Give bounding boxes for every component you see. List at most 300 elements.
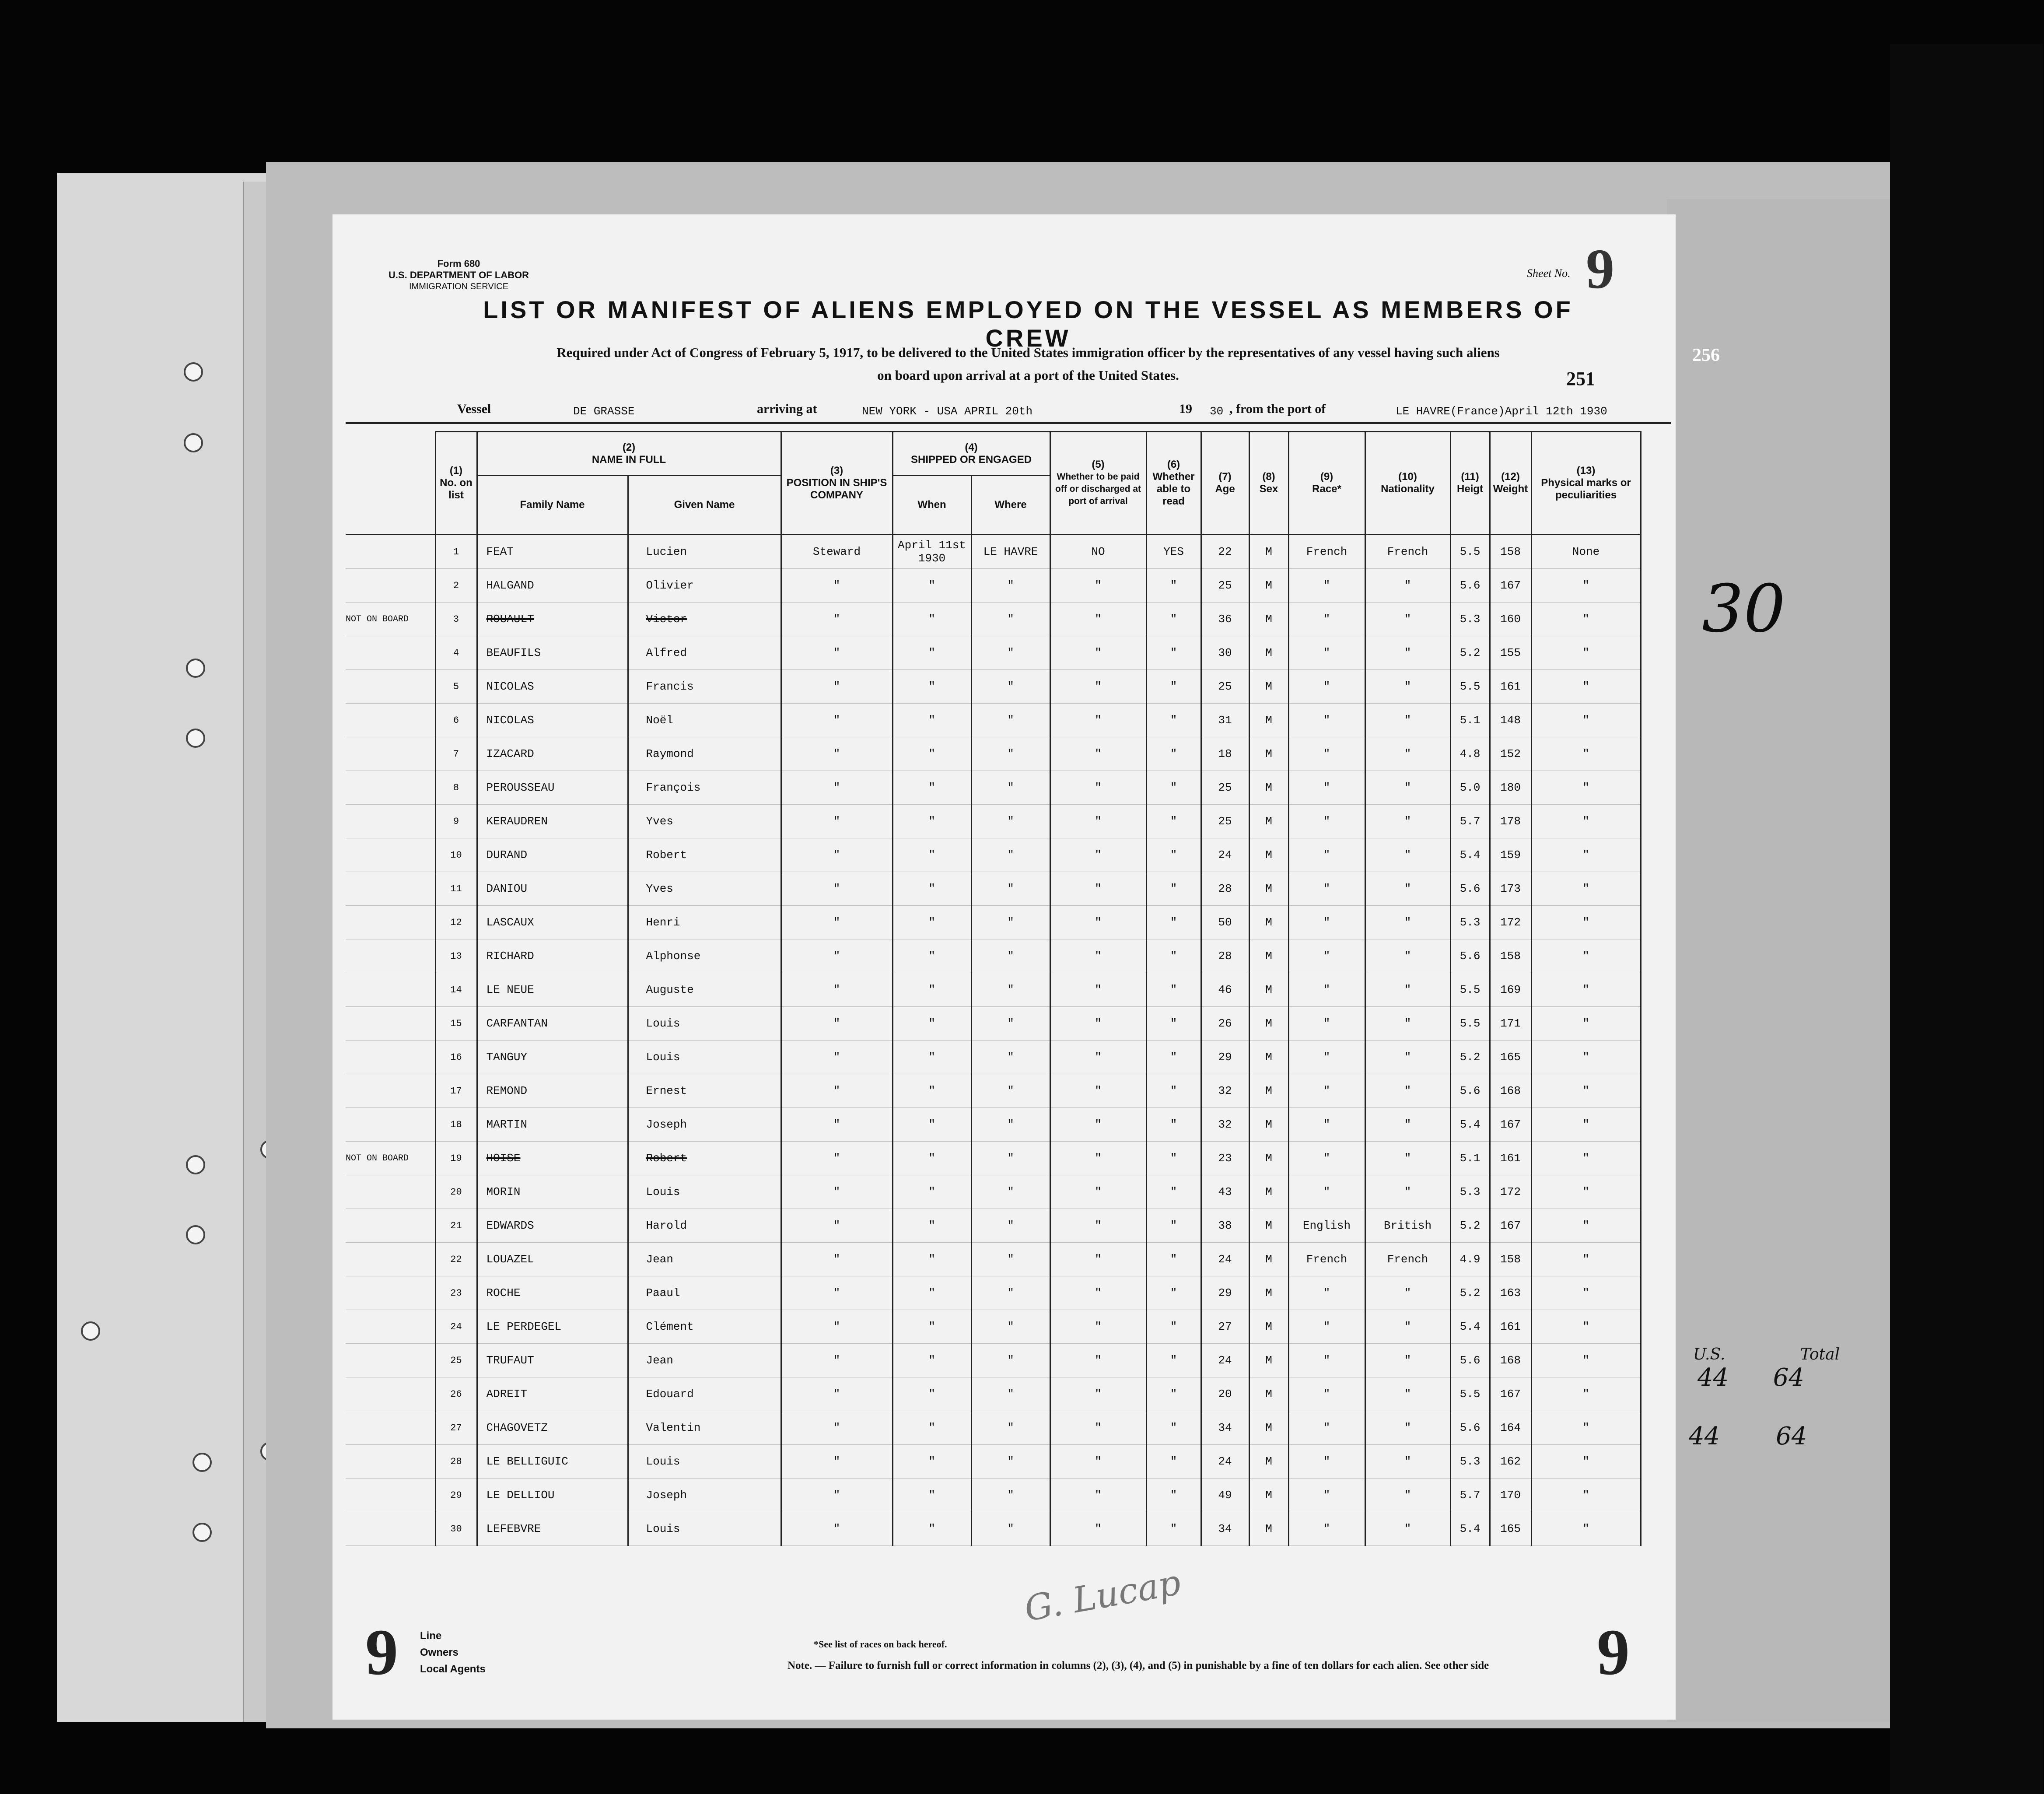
- position-cell: ": [781, 1445, 892, 1479]
- col-age: [1201, 432, 1249, 535]
- height-cell: 5.6: [1450, 1344, 1490, 1377]
- sex-cell: M: [1249, 1041, 1288, 1074]
- paid-off-cell: ": [1050, 838, 1146, 872]
- race-cell: ": [1288, 636, 1365, 670]
- given-name-cell: Louis: [628, 1041, 781, 1074]
- family-name-cell: TANGUY: [477, 1041, 628, 1074]
- given-name-cell: Joseph: [628, 1108, 781, 1142]
- given-name-cell: Louis: [628, 1007, 781, 1041]
- shipped-where-cell: ": [971, 1310, 1050, 1344]
- given-name-cell: Harold: [628, 1209, 781, 1243]
- weight-cell: 162: [1490, 1445, 1531, 1479]
- race-cell: ": [1288, 1108, 1365, 1142]
- table-row: [346, 973, 1641, 1007]
- shipped-where-cell: ": [971, 1377, 1050, 1411]
- side-note-cell: [346, 535, 435, 569]
- table-row: [346, 1512, 1641, 1546]
- age-cell: 34: [1201, 1411, 1249, 1445]
- height-cell: 5.2: [1450, 636, 1490, 670]
- shipped-when-cell: ": [892, 1175, 971, 1209]
- shipped-when-cell: ": [892, 1108, 971, 1142]
- paid-off-cell: ": [1050, 1377, 1146, 1411]
- physical-marks-cell: ": [1531, 1142, 1641, 1175]
- given-name-cell: Edouard: [628, 1377, 781, 1411]
- weight-cell: 168: [1490, 1074, 1531, 1108]
- race-cell: ": [1288, 1377, 1365, 1411]
- binder-hole: [81, 1321, 100, 1341]
- shipped-when-cell: ": [892, 1007, 971, 1041]
- weight-cell: 172: [1490, 1175, 1531, 1209]
- physical-marks-cell: ": [1531, 939, 1641, 973]
- race-cell: ": [1288, 838, 1365, 872]
- row-number-cell: 6: [435, 704, 477, 737]
- race-cell: ": [1288, 704, 1365, 737]
- able-to-read-cell: ": [1146, 1041, 1201, 1074]
- shipped-when-cell: ": [892, 636, 971, 670]
- col-race: [1288, 432, 1365, 535]
- col-shipped-engaged: [892, 432, 1050, 476]
- nationality-cell: ": [1365, 1175, 1450, 1209]
- position-cell: ": [781, 906, 892, 939]
- given-name-cell: Auguste: [628, 973, 781, 1007]
- table-row: [346, 636, 1641, 670]
- nationality-cell: ": [1365, 1276, 1450, 1310]
- given-name-cell: Louis: [628, 1512, 781, 1546]
- weight-cell: 164: [1490, 1411, 1531, 1445]
- position-cell: ": [781, 569, 892, 603]
- side-note-cell: [346, 973, 435, 1007]
- sex-cell: M: [1249, 1108, 1288, 1142]
- weight-cell: 161: [1490, 670, 1531, 704]
- age-cell: 34: [1201, 1512, 1249, 1546]
- paid-off-cell: ": [1050, 906, 1146, 939]
- nationality-cell: ": [1365, 1310, 1450, 1344]
- age-cell: 28: [1201, 872, 1249, 906]
- race-cell: ": [1288, 939, 1365, 973]
- side-note-cell: [346, 1007, 435, 1041]
- position-cell: ": [781, 670, 892, 704]
- position-cell: ": [781, 872, 892, 906]
- family-name-cell: TRUFAUT: [477, 1344, 628, 1377]
- sheet-number: 9: [1586, 238, 1614, 301]
- binder-background: [57, 173, 267, 1722]
- row-number-cell: 15: [435, 1007, 477, 1041]
- age-cell: 18: [1201, 737, 1249, 771]
- race-cell: ": [1288, 906, 1365, 939]
- nationality-cell: French: [1365, 535, 1450, 569]
- binder-hole: [186, 1225, 205, 1244]
- col-8-label: Sex: [1259, 483, 1278, 495]
- race-cell: ": [1288, 805, 1365, 838]
- side-note-cell: [346, 1512, 435, 1546]
- table-row: [346, 805, 1641, 838]
- able-to-read-cell: ": [1146, 1276, 1201, 1310]
- side-note-cell: [346, 1377, 435, 1411]
- paid-off-cell: ": [1050, 1041, 1146, 1074]
- col-name-in-full: [477, 432, 781, 476]
- shipped-where-cell: ": [971, 906, 1050, 939]
- col-9-index: (9): [1320, 471, 1334, 483]
- shipped-when-cell: ": [892, 973, 971, 1007]
- shipped-where-cell: ": [971, 1209, 1050, 1243]
- shipped-when-cell: ": [892, 1445, 971, 1479]
- age-cell: 25: [1201, 569, 1249, 603]
- family-name-cell: LE NEUE: [477, 973, 628, 1007]
- shipped-when-cell: ": [892, 603, 971, 636]
- able-to-read-cell: ": [1146, 1377, 1201, 1411]
- shipped-when-cell: ": [892, 939, 971, 973]
- page-title: LIST OR MANIFEST OF ALIENS EMPLOYED ON THE VESSEL AS MEMBERS OF CREW: [483, 296, 1573, 352]
- nationality-cell: ": [1365, 670, 1450, 704]
- shipped-where-cell: ": [971, 838, 1050, 872]
- paid-off-cell: ": [1050, 670, 1146, 704]
- shipped-when-cell: ": [892, 1276, 971, 1310]
- physical-marks-cell: ": [1531, 1007, 1641, 1041]
- position-cell: ": [781, 1074, 892, 1108]
- col-3-label: POSITION IN SHIP'S COMPANY: [786, 477, 887, 501]
- family-name-cell: IZACARD: [477, 737, 628, 771]
- table-row: [346, 1243, 1641, 1276]
- weight-cell: 170: [1490, 1479, 1531, 1512]
- weight-cell: 158: [1490, 1243, 1531, 1276]
- row-number-cell: 26: [435, 1377, 477, 1411]
- able-to-read-cell: ": [1146, 805, 1201, 838]
- table-row: [346, 535, 1641, 569]
- physical-marks-cell: ": [1531, 1209, 1641, 1243]
- age-cell: 49: [1201, 1479, 1249, 1512]
- underlying-page-strip: [1667, 199, 1921, 1722]
- total-label: Total: [1800, 1346, 1840, 1363]
- shipped-when-cell: ": [892, 1377, 971, 1411]
- able-to-read-cell: ": [1146, 670, 1201, 704]
- row-number-cell: 18: [435, 1108, 477, 1142]
- paid-off-cell: ": [1050, 1310, 1146, 1344]
- shipped-where-cell: ": [971, 1142, 1050, 1175]
- subtitle-line-1: Required under Act of Congress of February 5, 1917, to be delivered to the United States immigration officer by the representatives of any vessel having such aliens: [556, 345, 1500, 360]
- paid-off-cell: ": [1050, 704, 1146, 737]
- row-number-cell: 28: [435, 1445, 477, 1479]
- physical-marks-cell: ": [1531, 1479, 1641, 1512]
- shipped-when-cell: ": [892, 704, 971, 737]
- sex-cell: M: [1249, 939, 1288, 973]
- table-row: [346, 1007, 1641, 1041]
- table-row: [346, 939, 1641, 973]
- department: U.S. DEPARTMENT OF LABOR: [388, 270, 529, 280]
- race-cell: ": [1288, 737, 1365, 771]
- side-note-cell: NOT ON BOARD: [346, 603, 435, 636]
- table-row: [346, 1377, 1641, 1411]
- able-to-read-cell: YES: [1146, 535, 1201, 569]
- age-cell: 24: [1201, 1243, 1249, 1276]
- side-note-cell: [346, 872, 435, 906]
- given-name-cell: Alfred: [628, 636, 781, 670]
- given-name-cell: François: [628, 771, 781, 805]
- shipped-where-cell: ": [971, 1243, 1050, 1276]
- sex-cell: M: [1249, 1377, 1288, 1411]
- table-row: [346, 906, 1641, 939]
- able-to-read-cell: ": [1146, 1243, 1201, 1276]
- us-count: 44: [1698, 1363, 1729, 1392]
- nationality-cell: ": [1365, 1074, 1450, 1108]
- weight-cell: 167: [1490, 1108, 1531, 1142]
- family-name-cell: LE PERDEGEL: [477, 1310, 628, 1344]
- table-row: [346, 1142, 1641, 1175]
- position-cell: ": [781, 1344, 892, 1377]
- subtitle: [416, 341, 1641, 387]
- table-row: [346, 872, 1641, 906]
- physical-marks-cell: ": [1531, 1175, 1641, 1209]
- given-name-cell: Yves: [628, 872, 781, 906]
- nationality-cell: ": [1365, 1377, 1450, 1411]
- from-port-label: , from the port of: [1229, 402, 1326, 416]
- physical-marks-cell: ": [1531, 1276, 1641, 1310]
- physical-marks-cell: ": [1531, 1243, 1641, 1276]
- age-cell: 31: [1201, 704, 1249, 737]
- col-given-name: Given Name: [628, 476, 781, 535]
- age-cell: 38: [1201, 1209, 1249, 1243]
- shipped-where-cell: ": [971, 1175, 1050, 1209]
- family-name-cell: HOISE: [477, 1142, 628, 1175]
- col-2-label: NAME IN FULL: [592, 453, 666, 466]
- age-cell: 43: [1201, 1175, 1249, 1209]
- sheet-mark-left: 9: [365, 1616, 398, 1689]
- age-cell: 23: [1201, 1142, 1249, 1175]
- nationality-cell: ": [1365, 1445, 1450, 1479]
- race-cell: French: [1288, 1243, 1365, 1276]
- height-cell: 5.0: [1450, 771, 1490, 805]
- year-suffix: 30: [1210, 405, 1224, 418]
- age-cell: 25: [1201, 805, 1249, 838]
- able-to-read-cell: ": [1146, 1007, 1201, 1041]
- shipped-when-cell: ": [892, 1209, 971, 1243]
- col-2-index: (2): [622, 441, 636, 453]
- weight-cell: 171: [1490, 1007, 1531, 1041]
- paid-off-cell: ": [1050, 1142, 1146, 1175]
- age-cell: 36: [1201, 603, 1249, 636]
- height-cell: 5.2: [1450, 1209, 1490, 1243]
- side-note-cell: [346, 771, 435, 805]
- nationality-cell: ": [1365, 1108, 1450, 1142]
- race-cell: ": [1288, 603, 1365, 636]
- shipped-where-cell: ": [971, 939, 1050, 973]
- side-note-cell: [346, 1108, 435, 1142]
- race-cell: ": [1288, 1512, 1365, 1546]
- height-cell: 5.6: [1450, 1411, 1490, 1445]
- height-cell: 5.6: [1450, 939, 1490, 973]
- paid-off-cell: ": [1050, 1007, 1146, 1041]
- family-name-cell: LOUAZEL: [477, 1243, 628, 1276]
- shipped-when-cell: ": [892, 838, 971, 872]
- shipped-when-cell: ": [892, 906, 971, 939]
- col-12-index: (12): [1501, 471, 1520, 483]
- physical-marks-cell: ": [1531, 1445, 1641, 1479]
- given-name-cell: Louis: [628, 1445, 781, 1479]
- physical-marks-cell: ": [1531, 906, 1641, 939]
- table-row: [346, 1175, 1641, 1209]
- family-name-cell: NICOLAS: [477, 670, 628, 704]
- position-cell: ": [781, 1142, 892, 1175]
- family-name-cell: BEAUFILS: [477, 636, 628, 670]
- family-name-cell: EDWARDS: [477, 1209, 628, 1243]
- sex-cell: M: [1249, 1344, 1288, 1377]
- given-name-cell: Lucien: [628, 535, 781, 569]
- family-name-cell: CHAGOVETZ: [477, 1411, 628, 1445]
- col-13-label: Physical marks or peculiarities: [1541, 477, 1631, 501]
- manifest-body: [346, 535, 1641, 1546]
- table-row: [346, 1074, 1641, 1108]
- shipped-when-cell: ": [892, 1310, 971, 1344]
- family-name-cell: DANIOU: [477, 872, 628, 906]
- col-9-label: Race*: [1312, 483, 1341, 495]
- side-note-cell: [346, 1074, 435, 1108]
- weight-cell: 172: [1490, 906, 1531, 939]
- row-number-cell: 24: [435, 1310, 477, 1344]
- weight-cell: 167: [1490, 1209, 1531, 1243]
- table-row: [346, 771, 1641, 805]
- paid-off-cell: ": [1050, 569, 1146, 603]
- age-cell: 29: [1201, 1276, 1249, 1310]
- sex-cell: M: [1249, 1209, 1288, 1243]
- total-count: 64: [1773, 1363, 1804, 1392]
- row-number-cell: 7: [435, 737, 477, 771]
- col-sex: [1249, 432, 1288, 535]
- height-cell: 5.4: [1450, 838, 1490, 872]
- position-cell: ": [781, 636, 892, 670]
- able-to-read-cell: ": [1146, 1108, 1201, 1142]
- shipped-where-cell: ": [971, 603, 1050, 636]
- race-cell: ": [1288, 1411, 1365, 1445]
- side-note-cell: [346, 636, 435, 670]
- physical-marks-cell: ": [1531, 973, 1641, 1007]
- given-name-cell: Victor: [628, 603, 781, 636]
- able-to-read-cell: ": [1146, 1344, 1201, 1377]
- side-note-header: [346, 432, 435, 535]
- able-to-read-cell: ": [1146, 1479, 1201, 1512]
- shipped-when-cell: ": [892, 805, 971, 838]
- position-cell: ": [781, 704, 892, 737]
- physical-marks-cell: ": [1531, 838, 1641, 872]
- weight-cell: 161: [1490, 1310, 1531, 1344]
- row-number-cell: 20: [435, 1175, 477, 1209]
- sex-cell: M: [1249, 1142, 1288, 1175]
- row-number-cell: 2: [435, 569, 477, 603]
- sex-cell: M: [1249, 535, 1288, 569]
- paid-off-cell: ": [1050, 1243, 1146, 1276]
- col-3-index: (3): [830, 465, 844, 477]
- col-7-index: (7): [1218, 471, 1232, 483]
- age-cell: 22: [1201, 535, 1249, 569]
- side-note-cell: [346, 1041, 435, 1074]
- height-cell: 5.3: [1450, 1445, 1490, 1479]
- row-number-cell: 19: [435, 1142, 477, 1175]
- position-cell: ": [781, 1209, 892, 1243]
- family-name-cell: HALGAND: [477, 569, 628, 603]
- position-cell: ": [781, 1479, 892, 1512]
- physical-marks-cell: ": [1531, 1411, 1641, 1445]
- able-to-read-cell: ": [1146, 838, 1201, 872]
- row-number-cell: 8: [435, 771, 477, 805]
- height-cell: 5.5: [1450, 973, 1490, 1007]
- position-cell: ": [781, 1007, 892, 1041]
- able-to-read-cell: ": [1146, 1142, 1201, 1175]
- table-row: [346, 1479, 1641, 1512]
- margin-number-30: 30: [1702, 571, 1785, 647]
- side-note-cell: [346, 704, 435, 737]
- totals-repeat: [1689, 1422, 1807, 1451]
- paid-off-cell: ": [1050, 1445, 1146, 1479]
- shipped-when-cell: ": [892, 1041, 971, 1074]
- crew-manifest-table: [346, 431, 1642, 1546]
- col-10-index: (10): [1398, 471, 1417, 483]
- age-cell: 28: [1201, 939, 1249, 973]
- shipped-where-cell: ": [971, 569, 1050, 603]
- row-number-cell: 29: [435, 1479, 477, 1512]
- col-11-index: (11): [1461, 471, 1479, 483]
- shipped-where-cell: ": [971, 1479, 1050, 1512]
- weight-cell: 180: [1490, 771, 1531, 805]
- sex-cell: M: [1249, 805, 1288, 838]
- total-count-2: 64: [1776, 1422, 1807, 1451]
- given-name-cell: Francis: [628, 670, 781, 704]
- year-prefix: 19: [1179, 402, 1192, 416]
- sex-cell: M: [1249, 1175, 1288, 1209]
- table-row: [346, 1411, 1641, 1445]
- sex-cell: M: [1249, 603, 1288, 636]
- vessel-name: DE GRASSE: [573, 405, 635, 418]
- nationality-cell: ": [1365, 1479, 1450, 1512]
- shipped-when-cell: ": [892, 1344, 971, 1377]
- row-number-cell: 3: [435, 603, 477, 636]
- family-name-cell: ADREIT: [477, 1377, 628, 1411]
- shipped-where-cell: ": [971, 636, 1050, 670]
- footer-owners: Owners: [420, 1647, 459, 1658]
- arriving-label: arriving at: [757, 402, 817, 416]
- footer-agents: Local Agents: [420, 1663, 486, 1675]
- race-cell: ": [1288, 670, 1365, 704]
- col-height: [1450, 432, 1490, 535]
- given-name-cell: Paaul: [628, 1276, 781, 1310]
- physical-marks-cell: ": [1531, 1074, 1641, 1108]
- col-paid-off: [1050, 432, 1146, 535]
- race-cell: English: [1288, 1209, 1365, 1243]
- nationality-cell: ": [1365, 569, 1450, 603]
- given-name-cell: Olivier: [628, 569, 781, 603]
- shipped-where-cell: LE HAVRE: [971, 535, 1050, 569]
- shipped-where-cell: ": [971, 973, 1050, 1007]
- col-5-index: (5): [1092, 459, 1105, 470]
- paid-off-cell: ": [1050, 1512, 1146, 1546]
- totals-block: [1693, 1346, 1840, 1392]
- family-name-cell: DURAND: [477, 838, 628, 872]
- col-weight: [1490, 432, 1531, 535]
- col-number-on-list: [435, 432, 477, 535]
- family-name-cell: REMOND: [477, 1074, 628, 1108]
- col-physical-marks: [1531, 432, 1641, 535]
- shipped-when-cell: ": [892, 1411, 971, 1445]
- position-cell: ": [781, 973, 892, 1007]
- race-cell: ": [1288, 1344, 1365, 1377]
- given-name-cell: Robert: [628, 838, 781, 872]
- family-name-cell: FEAT: [477, 535, 628, 569]
- paid-off-cell: NO: [1050, 535, 1146, 569]
- nationality-cell: ": [1365, 1411, 1450, 1445]
- position-cell: ": [781, 1512, 892, 1546]
- given-name-cell: Henri: [628, 906, 781, 939]
- height-cell: 5.2: [1450, 1276, 1490, 1310]
- nationality-cell: ": [1365, 1041, 1450, 1074]
- shipped-when-cell: ": [892, 1479, 971, 1512]
- sheet-mark-right: 9: [1597, 1616, 1630, 1689]
